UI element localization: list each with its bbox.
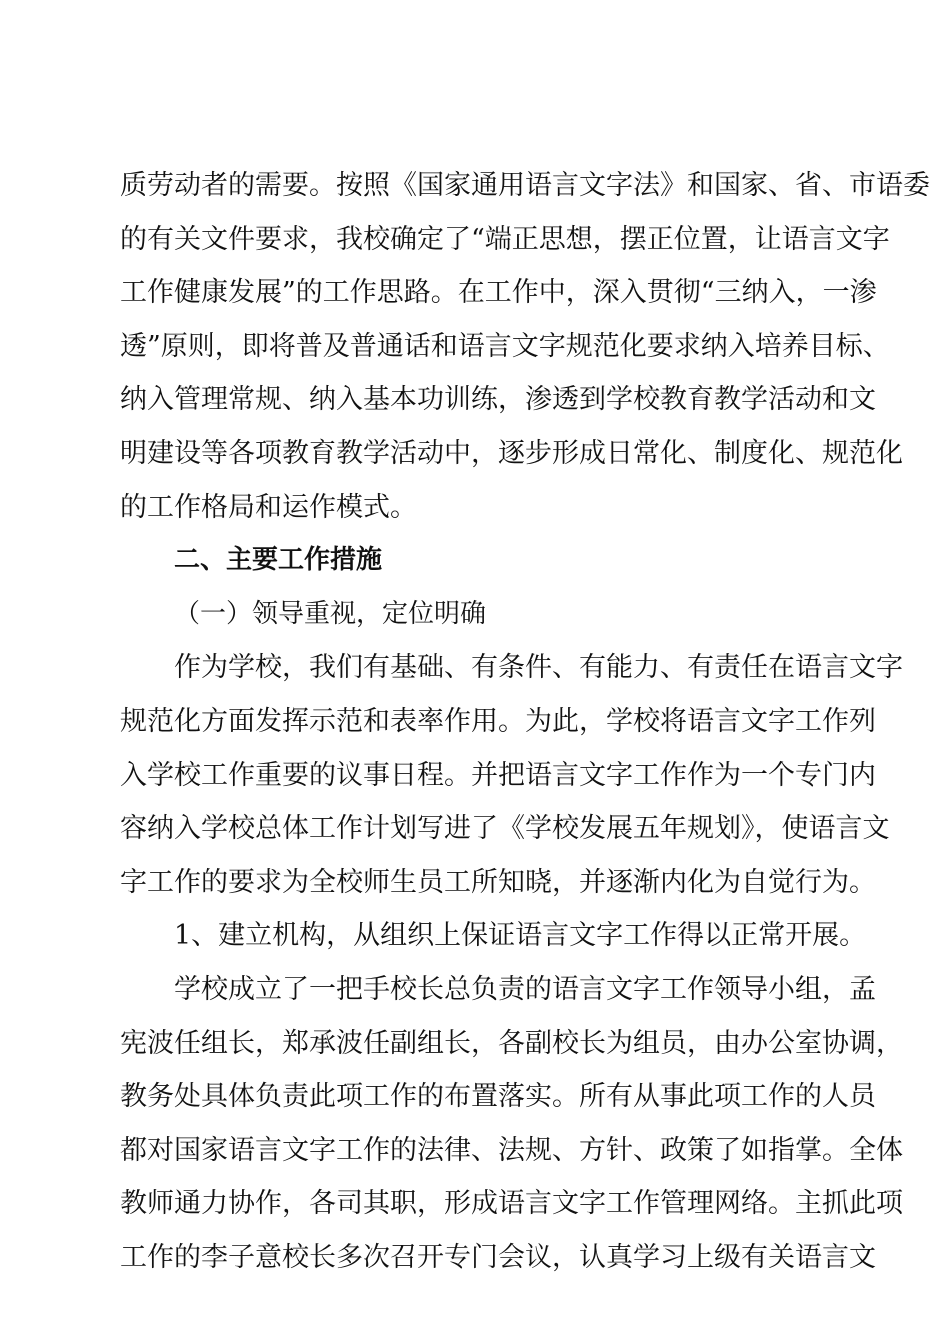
paragraph-line: 入学校工作重要的议事日程。并把语言文字工作作为一个专门内 bbox=[120, 759, 876, 791]
paragraph-line: 工作的李子意校长多次召开专门会议，认真学习上级有关语言文 bbox=[120, 1241, 876, 1273]
paragraph-line: 透”原则，即将普及普通话和语言文字规范化要求纳入培养目标、 bbox=[120, 330, 890, 362]
document-body bbox=[120, 159, 930, 1284]
paragraph-line: 学校成立了一把手校长总负责的语言文字工作领导小组，孟 bbox=[174, 973, 876, 1005]
paragraph-line: 教师通力协作，各司其职，形成语言文字工作管理网络。主抓此项 bbox=[120, 1188, 903, 1220]
paragraph-line: 纳入管理常规、纳入基本功训练，渗透到学校教育教学活动和文 bbox=[120, 384, 876, 416]
paragraph-line: 质劳动者的需要。按照《国家通用语言文字法》和国家、省、市语委 bbox=[120, 170, 930, 201]
paragraph-line: 教务处具体负责此项工作的布置落实。所有从事此项工作的人员 bbox=[120, 1081, 876, 1113]
section-heading: 二、主要工作措施 bbox=[174, 545, 383, 576]
paragraph-line: 明建设等各项教育教学活动中，逐步形成日常化、制度化、规范化 bbox=[120, 437, 903, 469]
paragraph-line: 都对国家语言文字工作的法律、法规、方针、政策了如指掌。全体 bbox=[120, 1134, 903, 1166]
paragraph-line: 字工作的要求为全校师生员工所知晓，并逐渐内化为自觉行为。 bbox=[120, 866, 876, 898]
paragraph-line: 宪波任组长，郑承波任副组长，各副校长为组员，由办公室协调， bbox=[120, 1027, 903, 1059]
subsection-heading: （一）领导重视，定位明确 bbox=[174, 598, 487, 629]
numbered-item: 1、建立机构，从组织上保证语言文字工作得以正常开展。 bbox=[174, 920, 867, 952]
paragraph-line: 的有关文件要求，我校确定了“端正思想，摆正位置，让语言文字 bbox=[120, 223, 890, 255]
paragraph-line: 容纳入学校总体工作计划写进了《学校发展五年规划》，使语言文 bbox=[120, 813, 890, 845]
paragraph-line: 工作健康发展”的工作思路。在工作中，深入贯彻“三纳入，一渗 bbox=[120, 277, 877, 309]
paragraph-line: 的工作格局和运作模式。 bbox=[120, 491, 417, 523]
paragraph-line: 作为学校，我们有基础、有条件、有能力、有责任在语言文字 bbox=[174, 652, 903, 684]
paragraph-line: 规范化方面发挥示范和表率作用。为此，学校将语言文字工作列 bbox=[120, 705, 876, 737]
